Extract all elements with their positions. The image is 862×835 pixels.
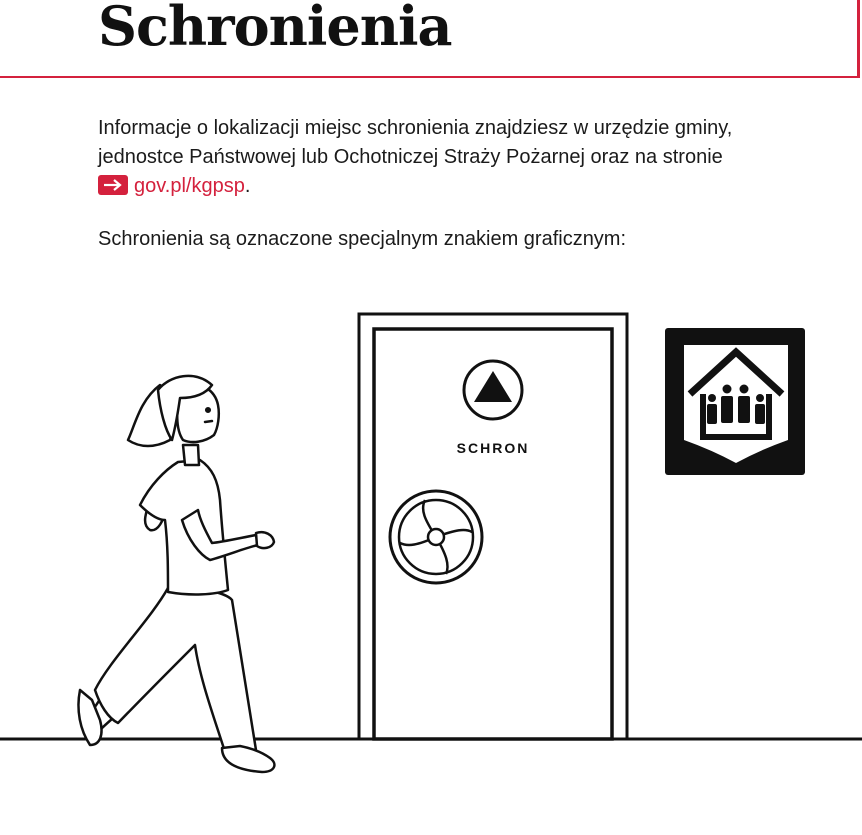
info-text: Informacje o lokalizacji miejsc schronienia znajdziesz w urzędzie gminy, jednostce Państwowej lub Ochotniczej Straży Pożarnej oraz na stronie [98, 117, 733, 168]
door-label: SCHRON [456, 440, 530, 456]
hand [256, 532, 274, 548]
eye [206, 408, 210, 412]
triangle-in-circle-icon [464, 361, 522, 419]
page-title: Schronienia [98, 0, 452, 58]
hatch-wheel-icon [390, 491, 482, 583]
link-suffix: . [244, 175, 251, 197]
mouth [205, 421, 212, 422]
neck [183, 445, 199, 465]
sign-intro-text: Schronienia są oznaczone specjalnym znakiem graficznym: [98, 228, 627, 250]
shelter-door [359, 314, 627, 739]
pants [95, 587, 256, 752]
person-figure [78, 376, 274, 772]
kgpsp-link[interactable]: gov.pl/kgpsp [134, 175, 245, 197]
shelter-sign-icon [665, 328, 805, 475]
front-shoe [222, 746, 274, 772]
